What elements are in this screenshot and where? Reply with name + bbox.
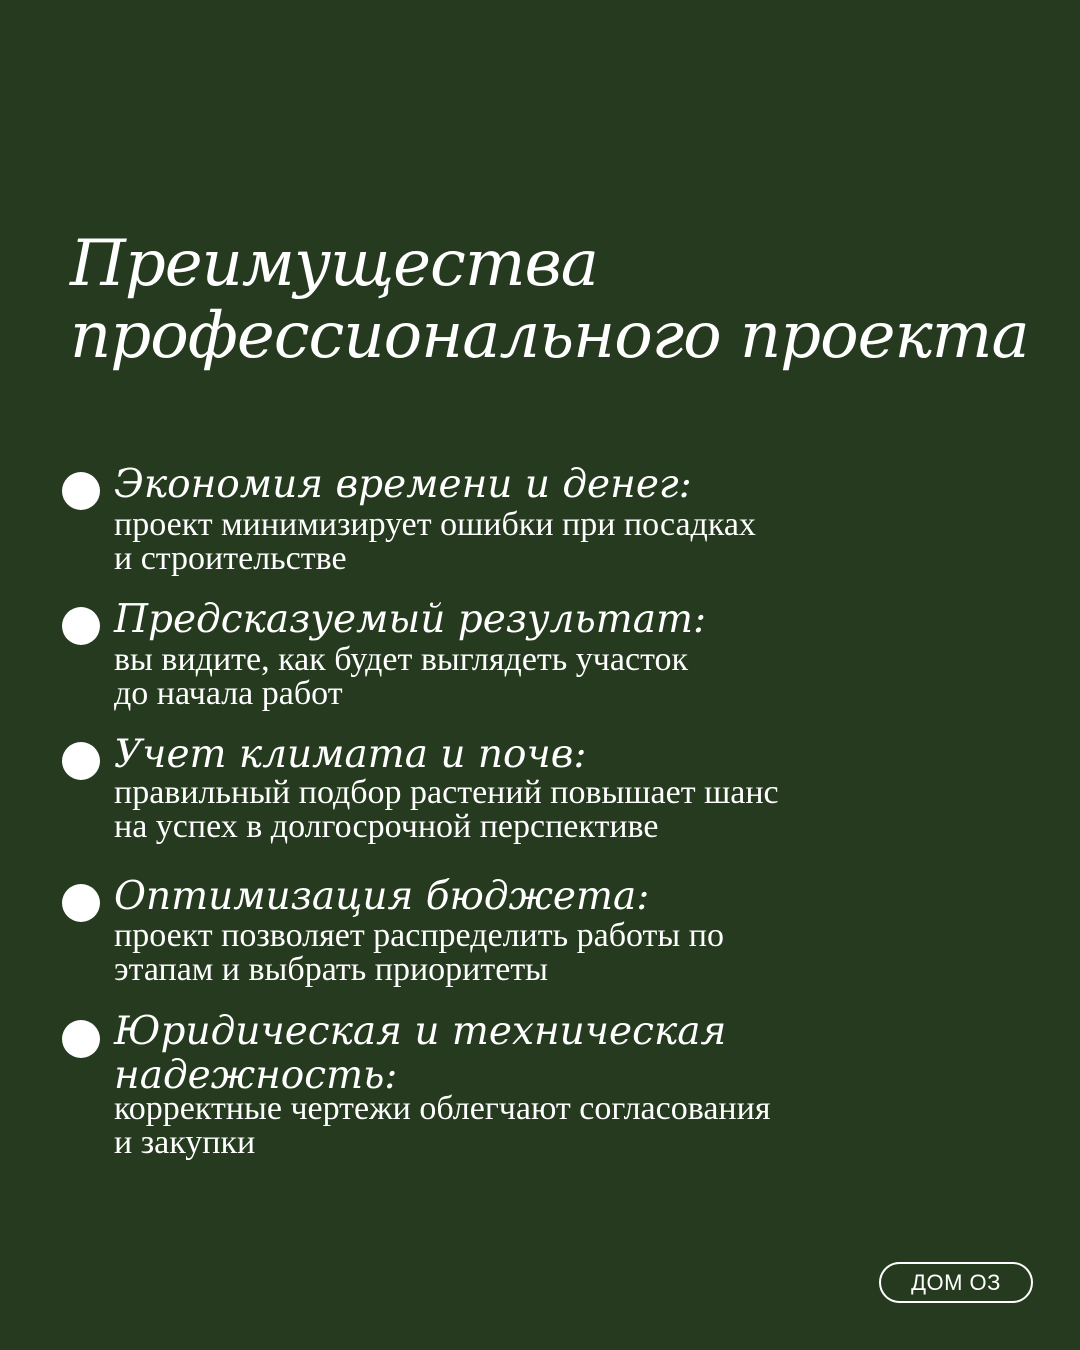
item-description-line: вы видите, как будет выглядеть участок — [114, 641, 688, 678]
item-heading-line: надежность: — [114, 1053, 398, 1098]
item-heading: Оптимизация бюджета: — [114, 874, 650, 919]
item-heading-line: Юридическая и техническая — [114, 1009, 727, 1054]
page-title — [70, 228, 1050, 372]
brand-badge: ДОМ ОЗ — [879, 1262, 1033, 1303]
item-description-line: проект позволяет распределить работы по — [114, 917, 724, 954]
item-description — [114, 919, 994, 987]
item-heading: Экономия времени и денег: — [114, 462, 692, 507]
item-description — [114, 508, 994, 576]
item-description-line: этапам и выбрать приоритеты — [114, 951, 549, 988]
item-heading: Предсказуемый результат: — [114, 597, 707, 642]
bullet-dot — [62, 472, 100, 510]
item-description-line: правильный подбор растений повышает шанс — [114, 774, 779, 811]
item-description — [114, 643, 994, 711]
item-description-line: и закупки — [114, 1124, 256, 1161]
item-heading — [114, 1010, 994, 1098]
item-description-line: проект минимизирует ошибки при посадках — [114, 506, 756, 543]
item-description — [114, 1092, 994, 1160]
bullet-dot — [62, 742, 100, 780]
item-heading: Учет климата и почв: — [114, 732, 587, 777]
bullet-dot — [62, 1020, 100, 1058]
bullet-dot — [62, 607, 100, 645]
item-description-line: и строительстве — [114, 540, 347, 577]
item-description-line: корректные чертежи облегчают согласования — [114, 1090, 771, 1127]
item-description-line: на успех в долгосрочной перспективе — [114, 808, 659, 845]
item-description-line: до начала работ — [114, 675, 343, 712]
bullet-dot — [62, 884, 100, 922]
page-title-line-2: профессионального проекта — [70, 299, 1029, 373]
item-description — [114, 776, 994, 844]
page-title-line-1: Преимущества — [70, 227, 598, 301]
